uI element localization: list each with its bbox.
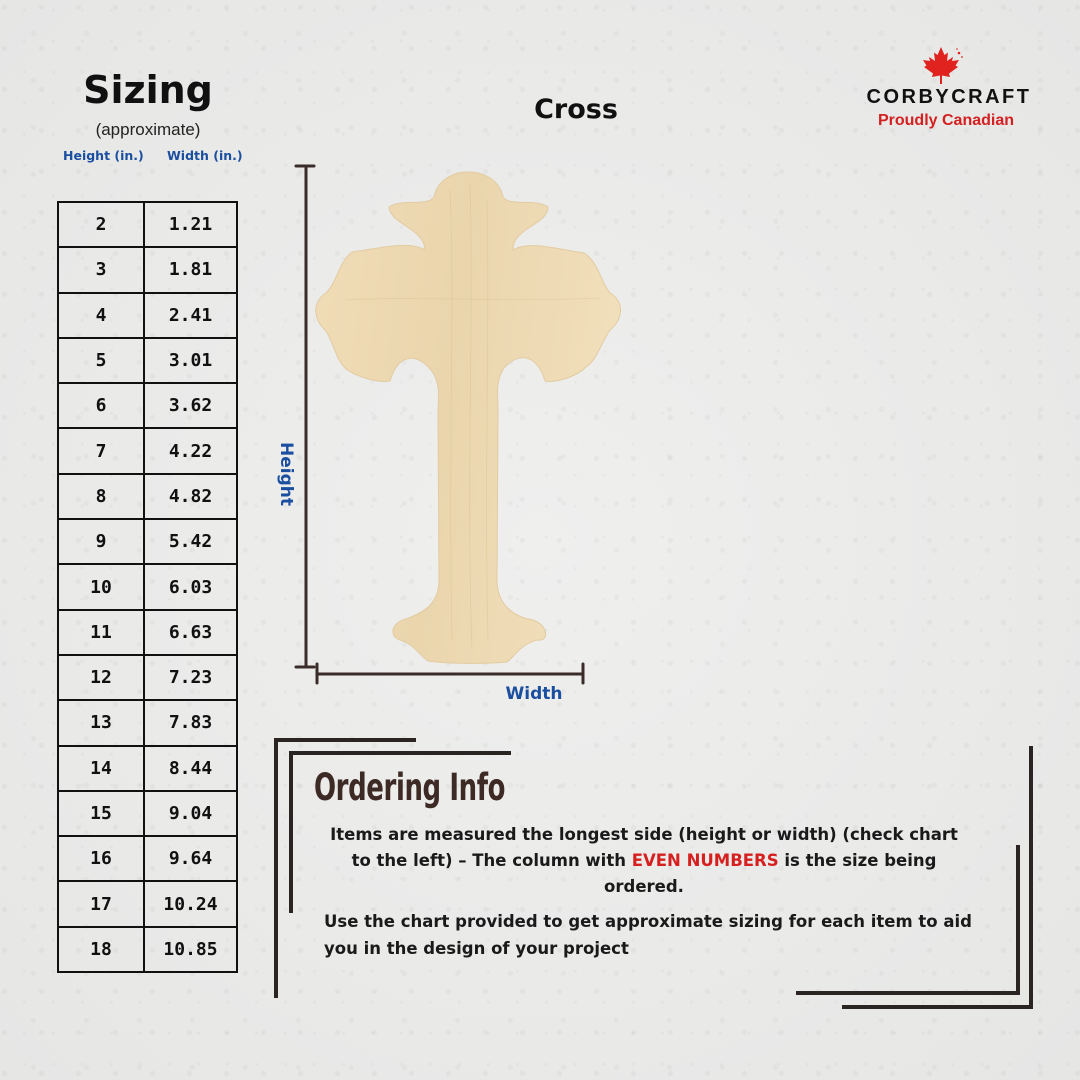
- p1-text-before: Items are measured the longest side (height or width) (check chart to the left) – The column with: [330, 825, 958, 870]
- width-cell: 4.22: [144, 428, 237, 473]
- frame-line-right-inner: [1016, 845, 1020, 995]
- frame-line-top-inner: [289, 751, 511, 755]
- frame-line-bottom-outer: [842, 1005, 1033, 1009]
- p1-text-after: is the size being ordered.: [604, 851, 937, 896]
- frame-line-bottom-inner: [796, 991, 1020, 995]
- height-cell: 8: [58, 474, 144, 519]
- width-cell: 1.81: [144, 247, 237, 292]
- height-cell: 16: [58, 836, 144, 881]
- height-column-header: Height (in.): [63, 148, 144, 163]
- width-cell: 4.82: [144, 474, 237, 519]
- height-dimension-line: [296, 166, 314, 667]
- height-cell: 12: [58, 655, 144, 700]
- width-cell: 9.04: [144, 791, 237, 836]
- frame-line-left-outer: [274, 738, 278, 998]
- height-cell: 17: [58, 881, 144, 926]
- height-label: Height: [276, 442, 296, 506]
- ordering-info-paragraph-1: [320, 822, 968, 900]
- width-cell: 7.83: [144, 700, 237, 745]
- frame-line-left-inner: [289, 751, 293, 913]
- even-numbers-highlight: EVEN NUMBERS: [631, 851, 779, 870]
- height-cell: 13: [58, 700, 144, 745]
- width-cell: 9.64: [144, 836, 237, 881]
- height-cell: 18: [58, 927, 144, 972]
- brand-tagline: Proudly Canadian: [877, 112, 1015, 129]
- ordering-info-paragraph-2: Use the chart provided to get approximate sizing for each item to aid you in the design of your project: [324, 912, 972, 958]
- width-cell: 7.23: [144, 655, 237, 700]
- width-cell: 2.41: [144, 293, 237, 338]
- height-cell: 9: [58, 519, 144, 564]
- ordering-info-title: Ordering Info: [314, 766, 506, 809]
- brand-name: CORBYCRAFT: [866, 86, 1032, 108]
- product-title: Cross: [534, 94, 618, 125]
- height-cell: 5: [58, 338, 144, 383]
- width-label: Width: [505, 684, 563, 704]
- height-cell: 2: [58, 202, 144, 247]
- width-cell: 10.24: [144, 881, 237, 926]
- cross-shape: [316, 172, 621, 663]
- height-cell: 4: [58, 293, 144, 338]
- height-cell: 6: [58, 383, 144, 428]
- width-cell: 3.62: [144, 383, 237, 428]
- width-cell: 6.63: [144, 610, 237, 655]
- width-cell: 1.21: [144, 202, 237, 247]
- height-cell: 3: [58, 247, 144, 292]
- width-cell: 3.01: [144, 338, 237, 383]
- width-cell: 10.85: [144, 927, 237, 972]
- frame-line-right-outer: [1029, 746, 1033, 1009]
- frame-line-top-outer: [274, 738, 416, 742]
- height-cell: 10: [58, 564, 144, 609]
- width-cell: 6.03: [144, 564, 237, 609]
- sizing-subtitle: (approximate): [95, 120, 201, 139]
- height-cell: 14: [58, 746, 144, 791]
- sizing-title: Sizing: [83, 68, 213, 112]
- width-dimension-line: [317, 664, 583, 683]
- height-cell: 15: [58, 791, 144, 836]
- width-cell: 8.44: [144, 746, 237, 791]
- height-cell: 11: [58, 610, 144, 655]
- width-cell: 5.42: [144, 519, 237, 564]
- height-cell: 7: [58, 428, 144, 473]
- width-column-header: Width (in.): [167, 148, 243, 163]
